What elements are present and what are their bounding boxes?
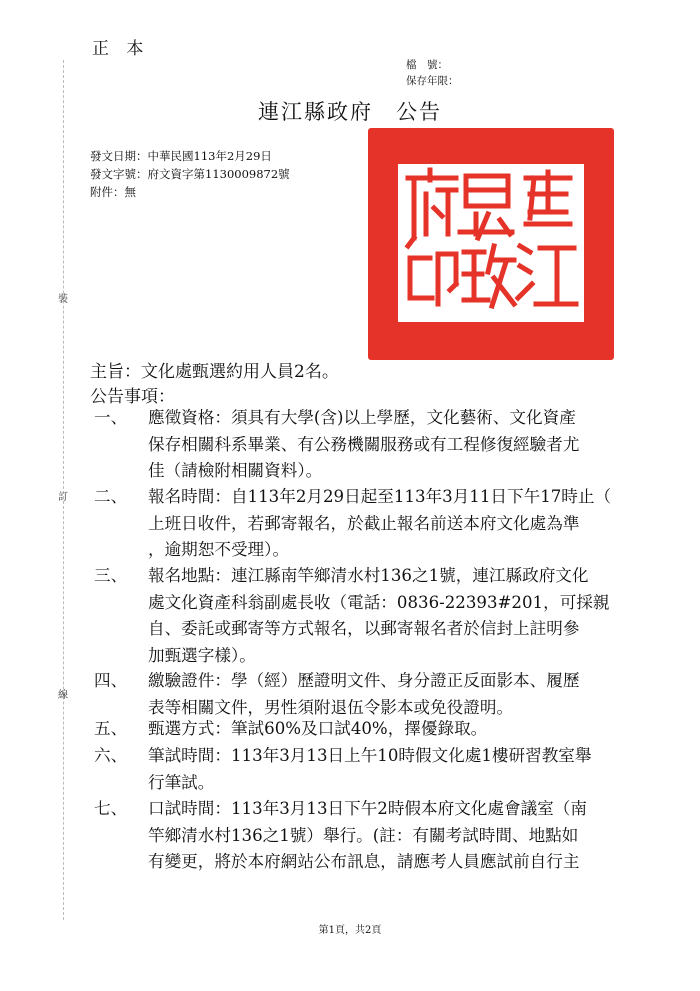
binding-mark-zhuang: 裝 <box>58 294 68 305</box>
item-line: 上班日收件，若郵寄報名，於截止報名前送本府文化處為準 <box>148 513 580 533</box>
file-number-label: 檔 號： <box>406 59 448 71</box>
notice-item <box>94 796 639 876</box>
item-line: 竿鄉清水村136之1號）舉行。(註：有關考試時間、地點如 <box>148 825 579 845</box>
item-line: 筆試時間：113年3月13日上午10時假文化處1樓研習教室舉 <box>148 746 592 765</box>
document-number: 發文字號：府文資字第1130009872號 <box>90 167 290 181</box>
item-number: 三、 <box>94 566 128 585</box>
notice-item <box>94 563 639 669</box>
item-line: 有變更，將於本府網站公布訊息，請應考人員應試前自行主 <box>148 852 580 871</box>
notice-heading: 公告事項： <box>90 387 175 407</box>
item-line: 自、委託或郵寄等方式報名，以郵寄報名者於信封上註明參 <box>148 619 580 638</box>
item-line: 行筆試。 <box>148 772 215 792</box>
binding-mark-ding: 訂 <box>58 492 68 503</box>
item-line: 報名時間：自113年2月29日起至113年3月11日下午17時止（ <box>148 487 612 506</box>
item-line: 甄選方式：筆試60%及口試40%，擇優錄取。 <box>148 719 488 738</box>
issue-date: 發文日期：中華民國113年2月29日 <box>90 149 272 163</box>
item-line: 口試時間：113年3月13日下午2時假本府文化處會議室（南 <box>148 799 587 818</box>
document-title: 連江縣政府 公告 <box>258 100 442 124</box>
item-number: 七、 <box>94 799 128 818</box>
item-number: 四、 <box>94 671 128 690</box>
retention-period-label: 保存年限： <box>406 75 459 87</box>
item-line: 保存相關科系畢業、有公務機關服務或有工程修復經驗者尤 <box>148 434 580 454</box>
item-line: 加甄選字樣）。 <box>148 645 256 665</box>
item-number: 二、 <box>94 487 128 506</box>
notice-item <box>94 668 639 721</box>
item-number: 一、 <box>94 408 128 427</box>
page-number: 第1頁，共2頁 <box>318 925 382 936</box>
item-number: 五、 <box>94 719 128 738</box>
subject: 主旨：文化處甄選約用人員2名。 <box>90 362 339 382</box>
item-line: 報名地點：連江縣南竿鄉清水村136之1號，連江縣政府文化 <box>148 566 589 585</box>
attachment: 附件：無 <box>90 185 136 199</box>
item-line: 繳驗證件：學（經）歷證明文件、身分證正反面影本、履歷 <box>148 671 580 690</box>
item-number: 六、 <box>94 746 128 765</box>
binding-mark-xian: 線 <box>58 690 68 701</box>
item-line: 應徵資格：須具有大學(含)以上學歷，文化藝術、文化資產 <box>148 408 576 427</box>
official-seal <box>368 128 614 360</box>
seal-icon <box>368 128 614 360</box>
item-line: ，逾期恕不受理）。 <box>148 540 290 559</box>
item-line: 表等相關文件，男性須附退伍令影本或免役證明。 <box>148 697 514 717</box>
notice-item <box>94 716 639 743</box>
item-line: 處文化資產科翁副處長收（電話：0836-22393#201，可採親 <box>148 592 610 612</box>
copy-label: 正 本 <box>92 39 150 59</box>
item-line: 佳（請檢附相關資料）。 <box>148 461 323 480</box>
notice-item <box>94 405 639 485</box>
notice-item <box>94 484 639 564</box>
notice-item <box>94 743 639 796</box>
